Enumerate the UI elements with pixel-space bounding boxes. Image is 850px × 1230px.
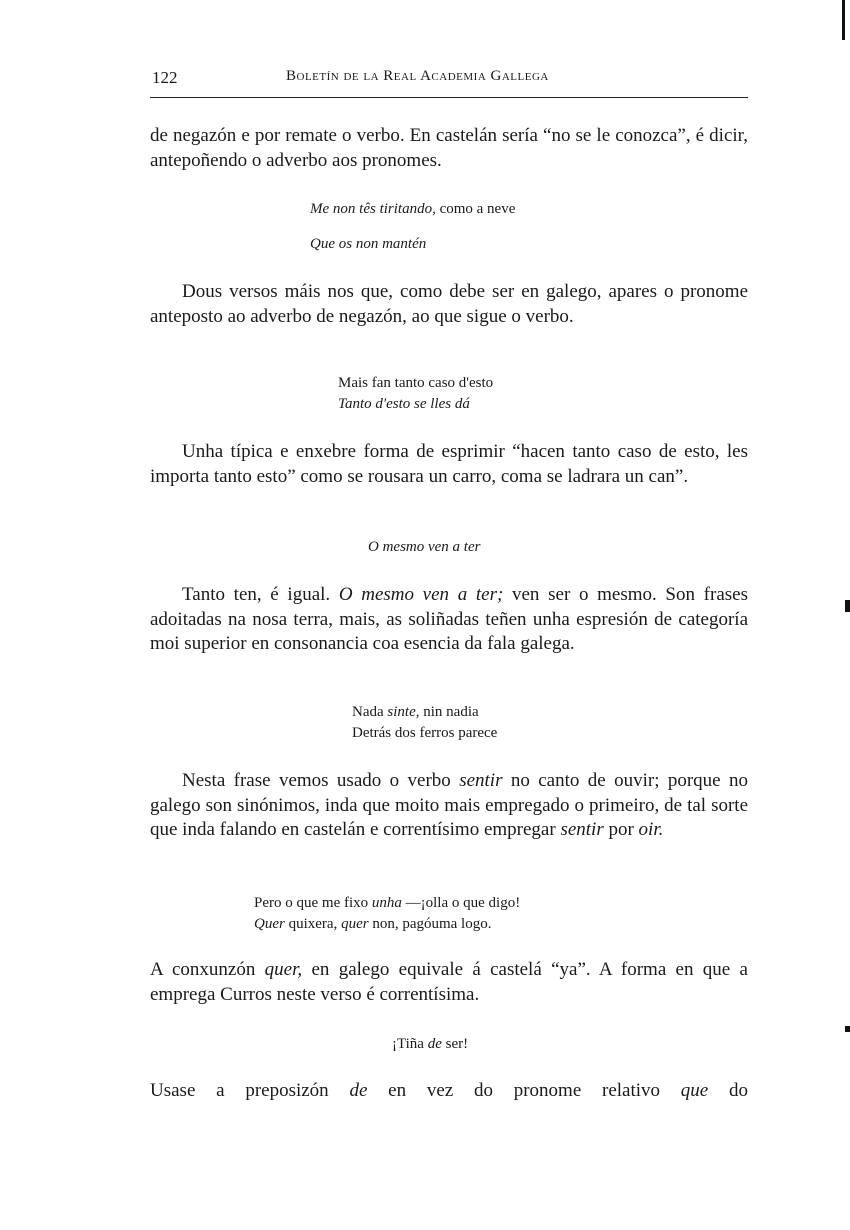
verse-line: Mais fan tanto caso d'esto <box>338 375 494 391</box>
scan-edge-mark <box>842 0 845 40</box>
verse-line: Me non tês tiritando, como a neve <box>310 201 516 217</box>
page-number: 122 <box>152 68 178 87</box>
verse-block-6 <box>392 1034 468 1055</box>
header-rule <box>150 97 748 98</box>
scan-edge-mark <box>845 1026 850 1032</box>
verse-block-1 <box>310 199 515 255</box>
verse-block-4 <box>352 702 497 744</box>
verse-block-5 <box>254 893 520 935</box>
paragraph-1: de negazón e por remate o verbo. En castelán sería “no se le conozca”, é dicir, antepoñendo o adverbo aos pronomes. <box>150 125 748 171</box>
scan-edge-mark <box>845 600 850 612</box>
paragraph-4: Tanto ten, é igual. O mesmo ven a ter; ven ser o mesmo. Son frases adoitadas na nosa terra, mais, as soliñadas teñen unha espresión de categoría moi superior en consonancia coa esencia da fala galega. <box>150 584 748 654</box>
verse-line: Tanto d'esto se lles dá <box>338 396 470 412</box>
verse-line: Nada sinte, nin nadia <box>352 704 479 720</box>
document-page <box>150 0 748 1230</box>
verse-line: O mesmo ven a ter <box>368 539 481 555</box>
verse-line: Detrás dos ferros parece <box>352 725 498 741</box>
paragraph-3: Unha típica e enxebre forma de esprimir “hacen tanto caso de esto, les importa tanto esto” como se rousara un carro, coma se ladrara un can”. <box>150 441 748 487</box>
verse-line: ¡Tiña de ser! <box>392 1036 469 1052</box>
verse-block-2 <box>338 373 493 415</box>
verse-line: Quer quixera, quer non, pagóuma logo. <box>254 916 492 932</box>
paragraph-2: Dous versos máis nos que, como debe ser en galego, apares o pronome anteposto ao adverbo de negazón, ao que sigue o verbo. <box>150 281 748 327</box>
paragraph-7: Usase a preposizón de en vez do pronome relativo que do <box>150 1080 748 1101</box>
running-title: Boletín de la Real Academia Gallega <box>286 68 549 84</box>
verse-block-3 <box>368 537 480 558</box>
verse-line: Pero o que me fixo unha —¡olla o que digo! <box>254 895 521 911</box>
page-header <box>150 66 748 92</box>
verse-line: Que os non mantén <box>310 236 427 252</box>
paragraph-5: Nesta frase vemos usado o verbo sentir no canto de ouvir; porque no galego son sinónimos, inda que moito mais empregado o primeiro, de tal sorte que inda falando en castelán e correntísimo empregar sentir por oir. <box>150 770 748 840</box>
paragraph-6: A conxunzón quer, en galego equivale á castelá “ya”. A forma en que a emprega Curros neste verso é correntísima. <box>150 959 748 1005</box>
